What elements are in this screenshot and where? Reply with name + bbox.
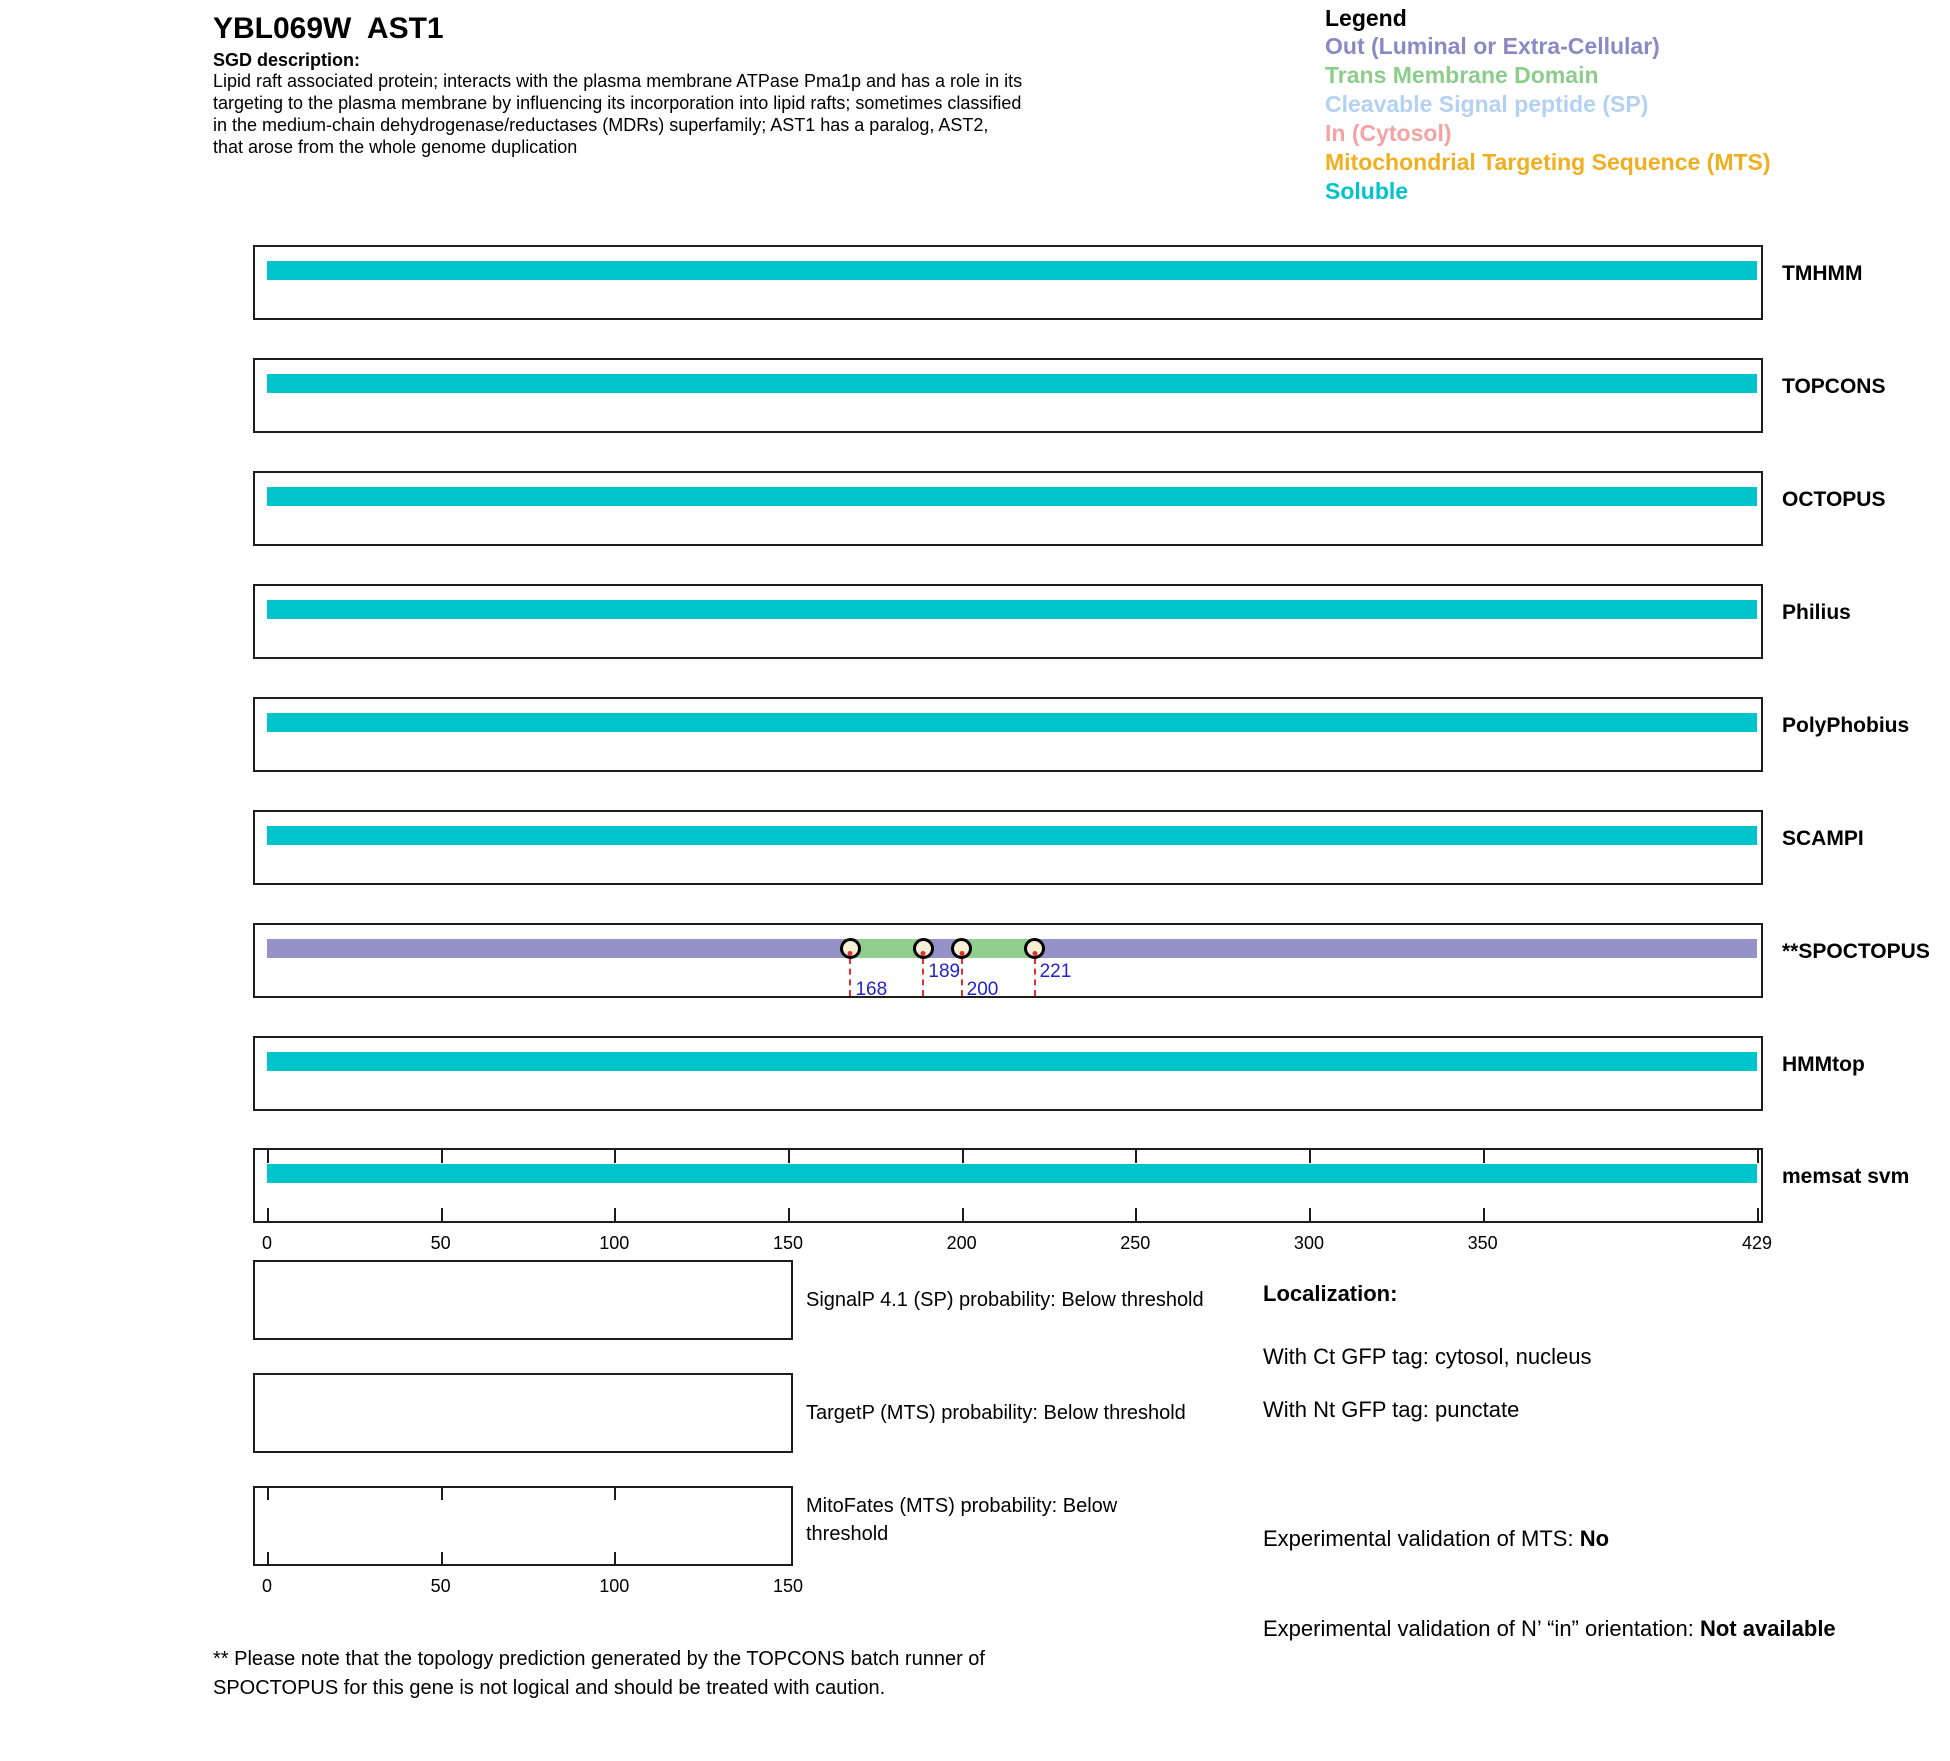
track-edge-tick-bottom bbox=[788, 1208, 790, 1221]
track-box-octopus bbox=[253, 471, 1763, 546]
axis-tick-label-429: 429 bbox=[1741, 1233, 1773, 1253]
track-box-memsat-svm bbox=[253, 1148, 1763, 1223]
axis-tick-label-300: 300 bbox=[1293, 1233, 1324, 1253]
sgd-description-label: SGD description: bbox=[213, 50, 361, 70]
topology-marker-dot bbox=[921, 951, 926, 956]
mts-validation-value: No bbox=[1579, 1526, 1610, 1551]
track-label-topcons: TOPCONS bbox=[1782, 375, 1886, 398]
legend-items bbox=[1325, 32, 1771, 205]
track-bar-segment-soluble bbox=[267, 374, 1757, 393]
track-edge-tick-bottom bbox=[614, 1208, 616, 1221]
plot-edge-tick-bottom bbox=[441, 1552, 443, 1564]
marker-position-label-221: 221 bbox=[1039, 961, 1072, 982]
marker-guide-line bbox=[922, 958, 924, 997]
track-bar-segment-soluble bbox=[267, 600, 1757, 619]
plot-edge-tick-top bbox=[614, 1488, 616, 1500]
legend-item-soluble: Soluble bbox=[1325, 178, 1409, 204]
track-box-scampi bbox=[253, 810, 1763, 885]
topology-marker-221 bbox=[1024, 938, 1045, 959]
plot-axis-label-0: 0 bbox=[261, 1576, 273, 1596]
track-box-philius bbox=[253, 584, 1763, 659]
topology-marker-189 bbox=[913, 938, 934, 959]
probability-plot-label-mitofates: MitoFates (MTS) probability: Below threshold bbox=[806, 1495, 1118, 1545]
legend-item-in: In (Cytosol) bbox=[1325, 120, 1452, 146]
topology-marker-dot bbox=[959, 951, 964, 956]
legend-item-mts: Mitochondrial Targeting Sequence (MTS) bbox=[1325, 149, 1771, 175]
track-label-scampi: SCAMPI bbox=[1782, 827, 1864, 850]
marker-guide-line bbox=[849, 958, 851, 997]
mts-validation-label: Experimental validation of MTS: bbox=[1263, 1526, 1580, 1551]
axis-tick-label-100: 100 bbox=[599, 1233, 630, 1253]
track-bar-segment-out bbox=[1035, 939, 1757, 958]
topology-marker-dot bbox=[848, 951, 853, 956]
axis-tick-label-350: 350 bbox=[1467, 1233, 1498, 1253]
track-bar-segment-soluble bbox=[267, 1052, 1757, 1071]
plot-axis-label-100: 100 bbox=[599, 1576, 630, 1596]
plot-axis-label-150: 150 bbox=[772, 1576, 803, 1596]
track-box-tmhmm bbox=[253, 245, 1763, 320]
track-label-philius: Philius bbox=[1782, 601, 1851, 624]
legend-item-sp: Cleavable Signal peptide (SP) bbox=[1325, 91, 1649, 117]
track-edge-tick-bottom bbox=[1309, 1208, 1311, 1221]
marker-position-label-168: 168 bbox=[855, 979, 888, 1000]
orientation-validation-label: Experimental validation of N’ “in” orientation: bbox=[1263, 1616, 1700, 1641]
plot-edge-tick-top bbox=[441, 1488, 443, 1500]
marker-guide-line bbox=[1034, 958, 1036, 997]
topology-marker-200 bbox=[951, 938, 972, 959]
track-bar-segment-soluble bbox=[267, 1164, 1757, 1183]
track-edge-tick-top bbox=[1309, 1150, 1311, 1163]
mts-validation-line bbox=[1263, 1525, 1609, 1553]
track-bar-segment-out bbox=[267, 939, 850, 958]
track-edge-tick-top bbox=[962, 1150, 964, 1163]
legend-title: Legend bbox=[1325, 5, 1407, 31]
probability-plot-label-targetp: TargetP (MTS) probability: Below threshold bbox=[806, 1402, 1186, 1424]
track-edge-tick-bottom bbox=[1135, 1208, 1137, 1221]
track-edge-tick-top bbox=[1135, 1150, 1137, 1163]
spoctopus-caution-footnote: ** Please note that the topology prediction generated by the TOPCONS batch runner of SPOCTOPUS for this gene is not logical and should be treated with caution. bbox=[213, 1648, 985, 1699]
track-edge-tick-bottom bbox=[1483, 1208, 1485, 1221]
localization-nt-gfp: With Nt GFP tag: punctate bbox=[1263, 1397, 1520, 1422]
plot-edge-tick-bottom bbox=[614, 1552, 616, 1564]
axis-tick-label-250: 250 bbox=[1120, 1233, 1151, 1253]
orientation-validation-value: Not available bbox=[1699, 1616, 1836, 1641]
page-title: YBL069W AST1 bbox=[213, 12, 444, 45]
marker-position-label-189: 189 bbox=[928, 961, 961, 982]
axis-tick-label-0: 0 bbox=[261, 1233, 273, 1253]
track-edge-tick-bottom bbox=[441, 1208, 443, 1221]
axis-tick-label-50: 50 bbox=[430, 1233, 451, 1253]
localization-title: Localization: bbox=[1263, 1281, 1398, 1306]
track-label-spoctopus: **SPOCTOPUS bbox=[1782, 940, 1930, 963]
track-box-hmmtop bbox=[253, 1036, 1763, 1111]
track-edge-tick-bottom bbox=[962, 1208, 964, 1221]
track-label-memsat-svm: memsat svm bbox=[1782, 1165, 1910, 1188]
track-edge-tick-bottom bbox=[267, 1208, 269, 1221]
plot-edge-tick-bottom bbox=[267, 1552, 269, 1564]
track-edge-tick-bottom bbox=[1757, 1208, 1759, 1221]
track-label-tmhmm: TMHMM bbox=[1782, 262, 1863, 285]
track-edge-tick-top bbox=[788, 1150, 790, 1163]
track-label-hmmtop: HMMtop bbox=[1782, 1053, 1865, 1076]
track-edge-tick-top bbox=[441, 1150, 443, 1163]
track-edge-tick-top bbox=[614, 1150, 616, 1163]
topology-marker-168 bbox=[840, 938, 861, 959]
track-edge-tick-top bbox=[267, 1150, 269, 1163]
orientation-validation-line bbox=[1263, 1615, 1848, 1643]
track-box-topcons bbox=[253, 358, 1763, 433]
plot-axis-label-50: 50 bbox=[430, 1576, 451, 1596]
track-box-spoctopus bbox=[253, 923, 1763, 998]
marker-guide-line bbox=[961, 958, 963, 997]
axis-tick-label-200: 200 bbox=[946, 1233, 977, 1253]
track-bar-segment-soluble bbox=[267, 261, 1757, 280]
legend-item-out: Out (Luminal or Extra-Cellular) bbox=[1325, 33, 1660, 59]
legend bbox=[1325, 5, 1771, 206]
probability-plot-box-targetp bbox=[253, 1373, 793, 1453]
probability-plot-label-signalp: SignalP 4.1 (SP) probability: Below threshold bbox=[806, 1289, 1204, 1311]
track-label-polyphobius: PolyPhobius bbox=[1782, 714, 1910, 737]
track-label-octopus: OCTOPUS bbox=[1782, 488, 1886, 511]
marker-position-label-200: 200 bbox=[966, 979, 999, 1000]
plot-edge-tick-top bbox=[267, 1488, 269, 1500]
track-edge-tick-top bbox=[1483, 1150, 1485, 1163]
probability-plot-box-mitofates bbox=[253, 1486, 793, 1566]
track-bar-segment-soluble bbox=[267, 713, 1757, 732]
track-bar-segment-soluble bbox=[267, 487, 1757, 506]
topology-marker-dot bbox=[1032, 951, 1037, 956]
probability-plot-box-signalp bbox=[253, 1260, 793, 1340]
axis-tick-label-150: 150 bbox=[772, 1233, 803, 1253]
track-box-polyphobius bbox=[253, 697, 1763, 772]
track-bar-segment-soluble bbox=[267, 826, 1757, 845]
legend-item-tm: Trans Membrane Domain bbox=[1325, 62, 1599, 88]
track-edge-tick-top bbox=[1757, 1150, 1759, 1163]
localization-ct-gfp: With Ct GFP tag: cytosol, nucleus bbox=[1263, 1344, 1592, 1369]
sgd-description-text: Lipid raft associated protein; interacts with the plasma membrane ATPase Pma1p and has a role in its targeting to the plasma membrane by influencing its incorporation into lipid rafts; sometimes classified in the medium-chain dehydrogenase/reductases (MDRs) superfamily; AST1 has a paralog, AST2, that arose from the whole genome duplication bbox=[213, 71, 1023, 157]
